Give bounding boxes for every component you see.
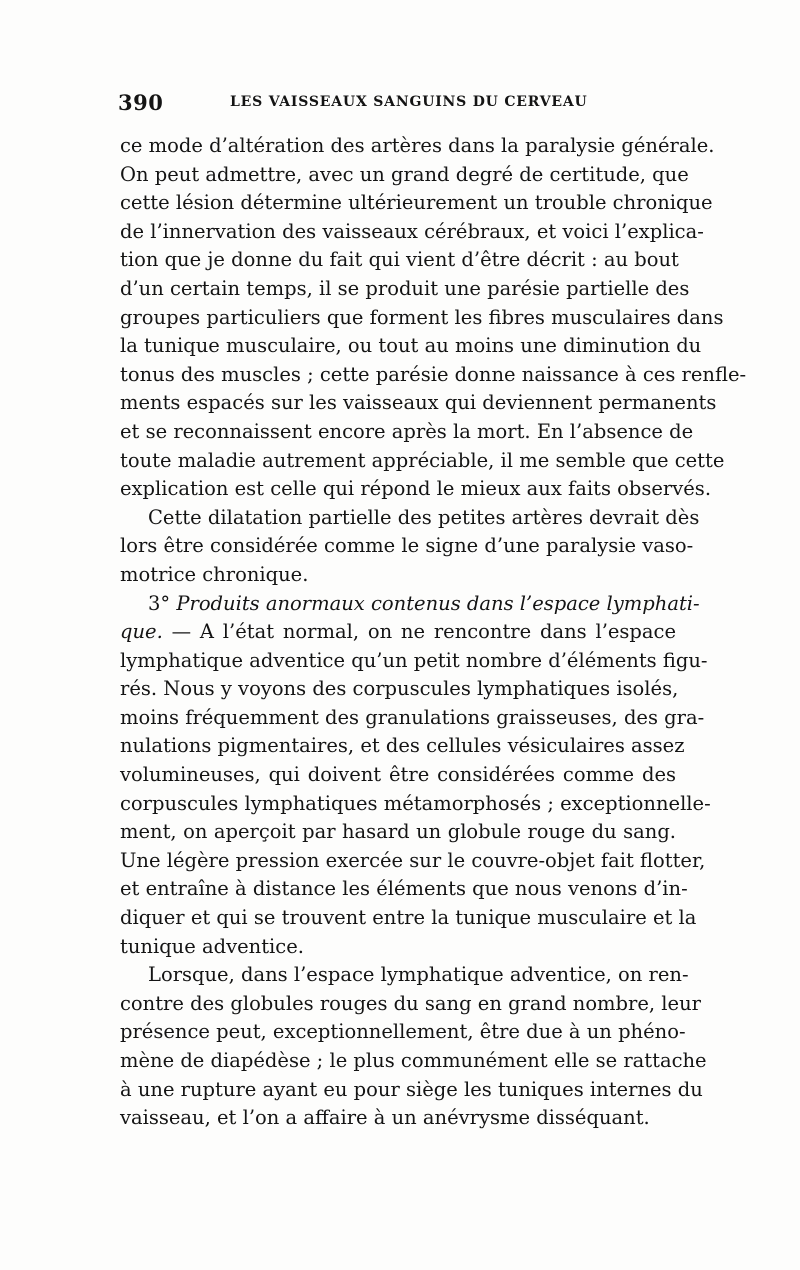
text-line: ce mode d’altération des artères dans la paralysie générale. [120, 134, 715, 157]
text-line: Une légère pression exercée sur le couvre-objet fait flotter, [120, 848, 706, 872]
text-line: ment, on aperçoit par hasard un globule rouge du sang. [120, 820, 676, 844]
text-line: présence peut, exceptionnellement, être due à un phéno- [120, 1020, 686, 1044]
text-line: d’un certain temps, il se produit une parésie partielle des [120, 276, 690, 300]
section-heading-line [120, 618, 676, 647]
text-line: contre des globules rouges du sang en grand nombre, leur [120, 991, 701, 1015]
text-line: lymphatique adventice qu’un petit nombre d’éléments figu- [120, 648, 708, 672]
page-header [118, 90, 678, 120]
text-line: toute maladie autrement appréciable, il me semble que cette [120, 448, 725, 472]
text-line: rés. Nous y voyons des corpuscules lymphatiques isolés, [120, 677, 679, 701]
text-line: et se reconnaissent encore après la mort. En l’absence de [120, 419, 694, 443]
page-number: 390 [118, 90, 164, 115]
text-line: tion que je donne du fait qui vient d’être décrit : au bout [120, 248, 679, 272]
text-line: vaisseau, et l’on a affaire à un anévrysme disséquant. [120, 1106, 650, 1130]
text-line: mène de diapédèse ; le plus communément elle se rattache [120, 1049, 707, 1072]
text-line: tunique adventice. [120, 934, 304, 958]
text-line: lors être considérée comme le signe d’une paralysie vaso- [120, 534, 694, 558]
section-number: 3° [148, 591, 171, 615]
text-line: la tunique musculaire, ou tout au moins une diminution du [120, 334, 702, 358]
body-text [120, 132, 747, 1133]
running-head: LES VAISSEAUX SANGUINS DU CERVEAU [230, 94, 588, 110]
text-line: et entraîne à distance les éléments que nous venons d’in- [120, 877, 688, 901]
text-line: Lorsque, dans l’espace lymphatique adventice, on ren- [148, 963, 689, 987]
text-line: tonus des muscles ; cette parésie donne naissance à ces renfle- [120, 362, 747, 386]
text-line: corpuscules lymphatiques métamorphosés ; exceptionnelle- [120, 791, 711, 815]
text-line: de l’innervation des vaisseaux cérébraux, et voici l’explica- [120, 219, 704, 243]
section-text: — A l’état normal, on ne rencontre dans l’espace [171, 620, 677, 644]
section-heading-line [120, 590, 700, 619]
text-line: ments espacés sur les vaisseaux qui deviennent permanents [120, 391, 717, 415]
text-line: nulations pigmentaires, et des cellules vésiculaires assez [120, 734, 685, 758]
text-line: volumineuses, qui doivent être considérées comme des [120, 763, 676, 787]
text-line: à une rupture ayant eu pour siège les tuniques internes du [120, 1077, 703, 1101]
text-line: On peut admettre, avec un grand degré de certitude, que [120, 162, 689, 186]
text-line: motrice chronique. [120, 562, 309, 586]
text-line: moins fréquemment des granulations graisseuses, des gra- [120, 705, 705, 729]
text-line: explication est celle qui répond le mieux aux faits observés. [120, 477, 712, 501]
section-title: Produits anormaux contenus dans l’espace lymphati- [176, 591, 700, 615]
text-line: diquer et qui se trouvent entre la tunique musculaire et la [120, 906, 697, 930]
text-line: Cette dilatation partielle des petites artères devrait dès [148, 505, 700, 529]
text-line: groupes particuliers que forment les fibres musculaires dans [120, 305, 724, 329]
section-title-end: que. [120, 620, 163, 644]
text-line: cette lésion détermine ultérieurement un trouble chronique [120, 191, 713, 215]
